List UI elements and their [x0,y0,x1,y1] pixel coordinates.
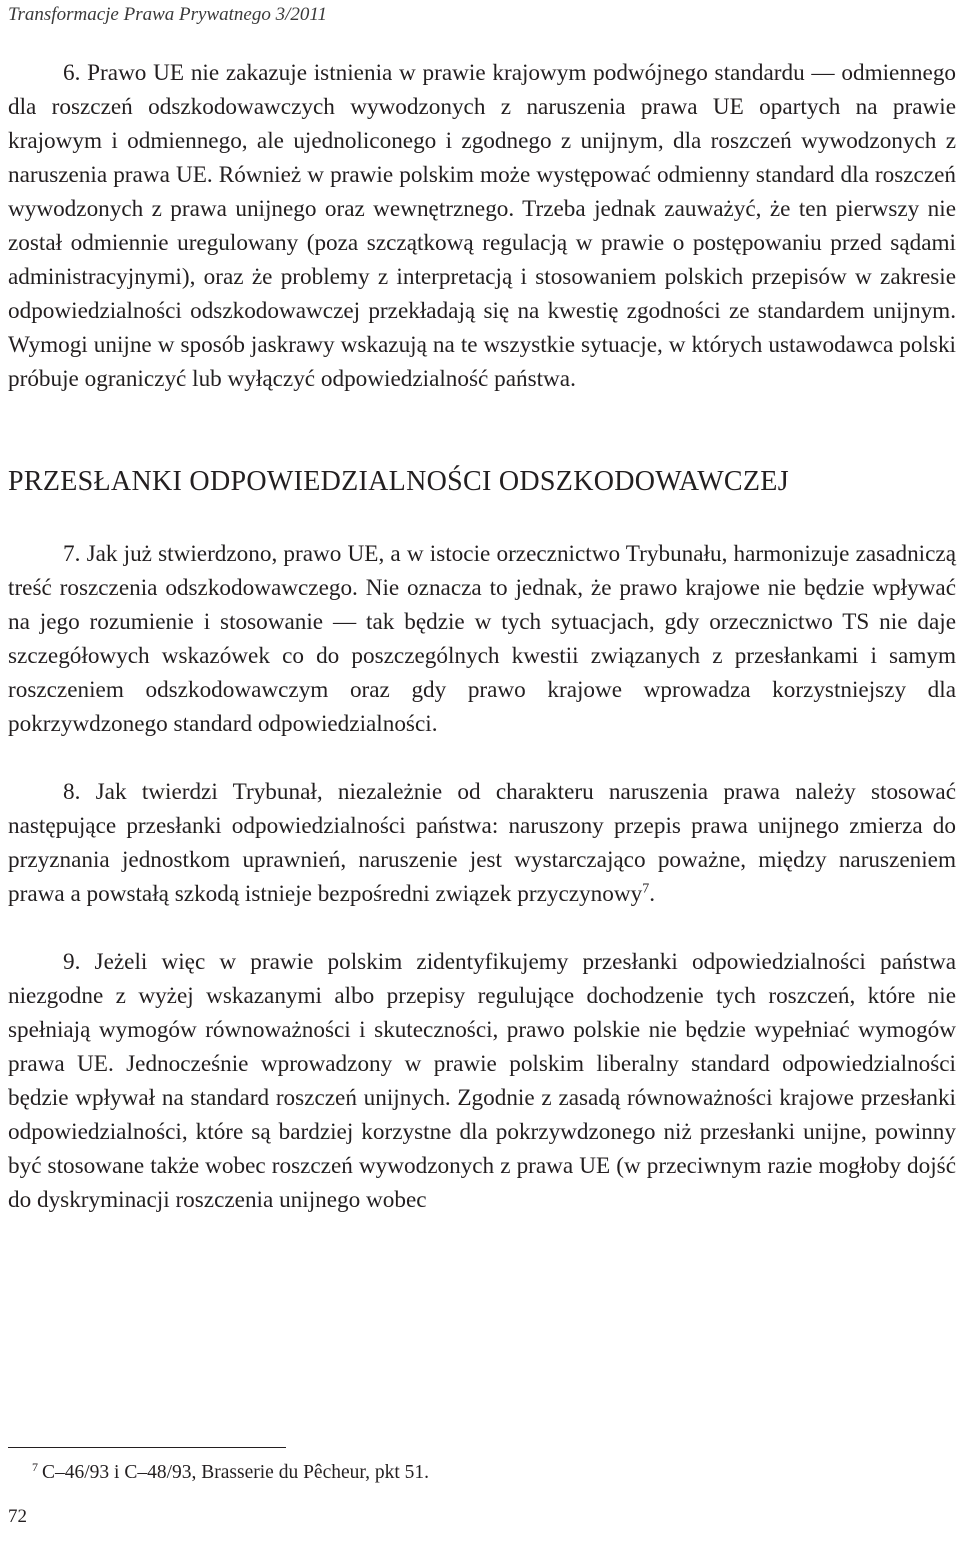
paragraph-number: 6. [63,60,81,86]
paragraph-8 [8,775,956,911]
footnote [32,1460,429,1486]
page-body [8,56,956,1217]
paragraph-7 [8,537,956,741]
footnote-reference[interactable]: 7 [642,881,650,897]
section-heading: PRZESŁANKI ODPOWIEDZIALNOŚCI ODSZKODOWAWCZEJ [8,466,789,497]
footnote-separator [8,1447,286,1448]
running-header: Transformacje Prawa Prywatnego 3/2011 [8,4,327,25]
footnote-mark: 7 [32,1459,38,1474]
paragraph-9 [8,945,956,1217]
spacer [8,500,956,537]
paragraph-number: 9. [63,949,81,975]
paragraph-number: 7. [63,541,81,567]
spacer [8,396,956,464]
spacer [8,911,956,945]
paragraph-tail: . [649,881,655,907]
spacer [8,741,956,775]
paragraph-text: Prawo UE nie zakazuje istnienia w prawie krajowym podwójnego standardu — odmiennego dla roszczeń odszkodowawczych wywodzonych z naruszenia prawa UE opartych na prawie krajowym i odmiennego, ale ujednoliconego i zgodnego z unijnym, dla roszczeń wywodzonych z naruszenia prawa UE. Również w prawie polskim może występować odmienny standard dla roszczeń wywodzonych z prawa unijnego oraz wewnętrznego. Trzeba jednak zauważyć, że ten pierwszy nie został odmiennie uregulowany (poza szczątkową regulacją w prawie o postępowaniu przed sądami administracyjnymi), oraz że problemy z interpretacją i stosowaniem polskich przepisów w zakresie odpowiedzialności odszkodowawczej przekładają się na kwestię zgodności ze standardem unijnym. Wymogi unijne w sposób jaskrawy wskazują na te wszystkie sytuacje, w których ustawodawca polski próbuje ograniczyć lub wyłączyć odpowiedzialność państwa. [8,60,957,392]
page-number: 72 [8,1506,27,1527]
paragraph-text: Jak już stwierdzono, prawo UE, a w istocie orzecznictwo Trybunału, harmonizuje zasadniczą treść roszczenia odszkodowawczego. Nie oznacza to jednak, że prawo krajowe nie będzie wpływać na jego rozumienie i stosowanie — tak będzie w tych sytuacjach, gdy orzecznictwo TS nie daje szczegółowych wskazówek co do poszczególnych kwestii związanych z przesłankami i samym roszczeniem odszkodowawczym oraz gdy prawo krajowe wprowadza korzystniejszy dla pokrzywdzonego standard odpowiedzialności. [8,541,957,737]
paragraph-text: Jeżeli więc w prawie polskim zidentyfikujemy przesłanki odpowiedzialności państwa niezgodne z wyżej wskazanymi albo przepisy regulujące dochodzenie tych roszczeń, które nie spełniają wymogów równoważności i skuteczności, prawo polskie nie będzie wypełniać wymogów prawa UE. Jednocześnie wprowadzony w prawie polskim liberalny standard odpowiedzialności będzie wpływał na standard roszczeń unijnych. Zgodnie z zasadą równoważności krajowe przesłanki odpowiedzialności, które są bardziej korzystne dla pokrzywdzonego niż przesłanki unijne, powinny być stosowane także wobec roszczeń wywodzonych z prawa UE (w przeciwnym razie mogłoby dojść do dyskryminacji roszczenia unijnego wobec [8,949,956,1213]
paragraph-6 [8,56,956,396]
paragraph-number: 8. [63,779,81,805]
footnote-text: C–46/93 i C–48/93, Brasserie du Pêcheur, pkt 51. [42,1462,430,1483]
paragraph-text: Jak twierdzi Trybunał, niezależnie od charakteru naruszenia prawa należy stosować następujące przesłanki odpowiedzialności państwa: naruszony przepis prawa unijnego zmierza do przyznania jednostkom uprawnień, naruszenie jest wystarczająco poważne, między naruszeniem prawa a powstałą szkodą istnieje bezpośredni związek przyczynowy [8,779,957,907]
